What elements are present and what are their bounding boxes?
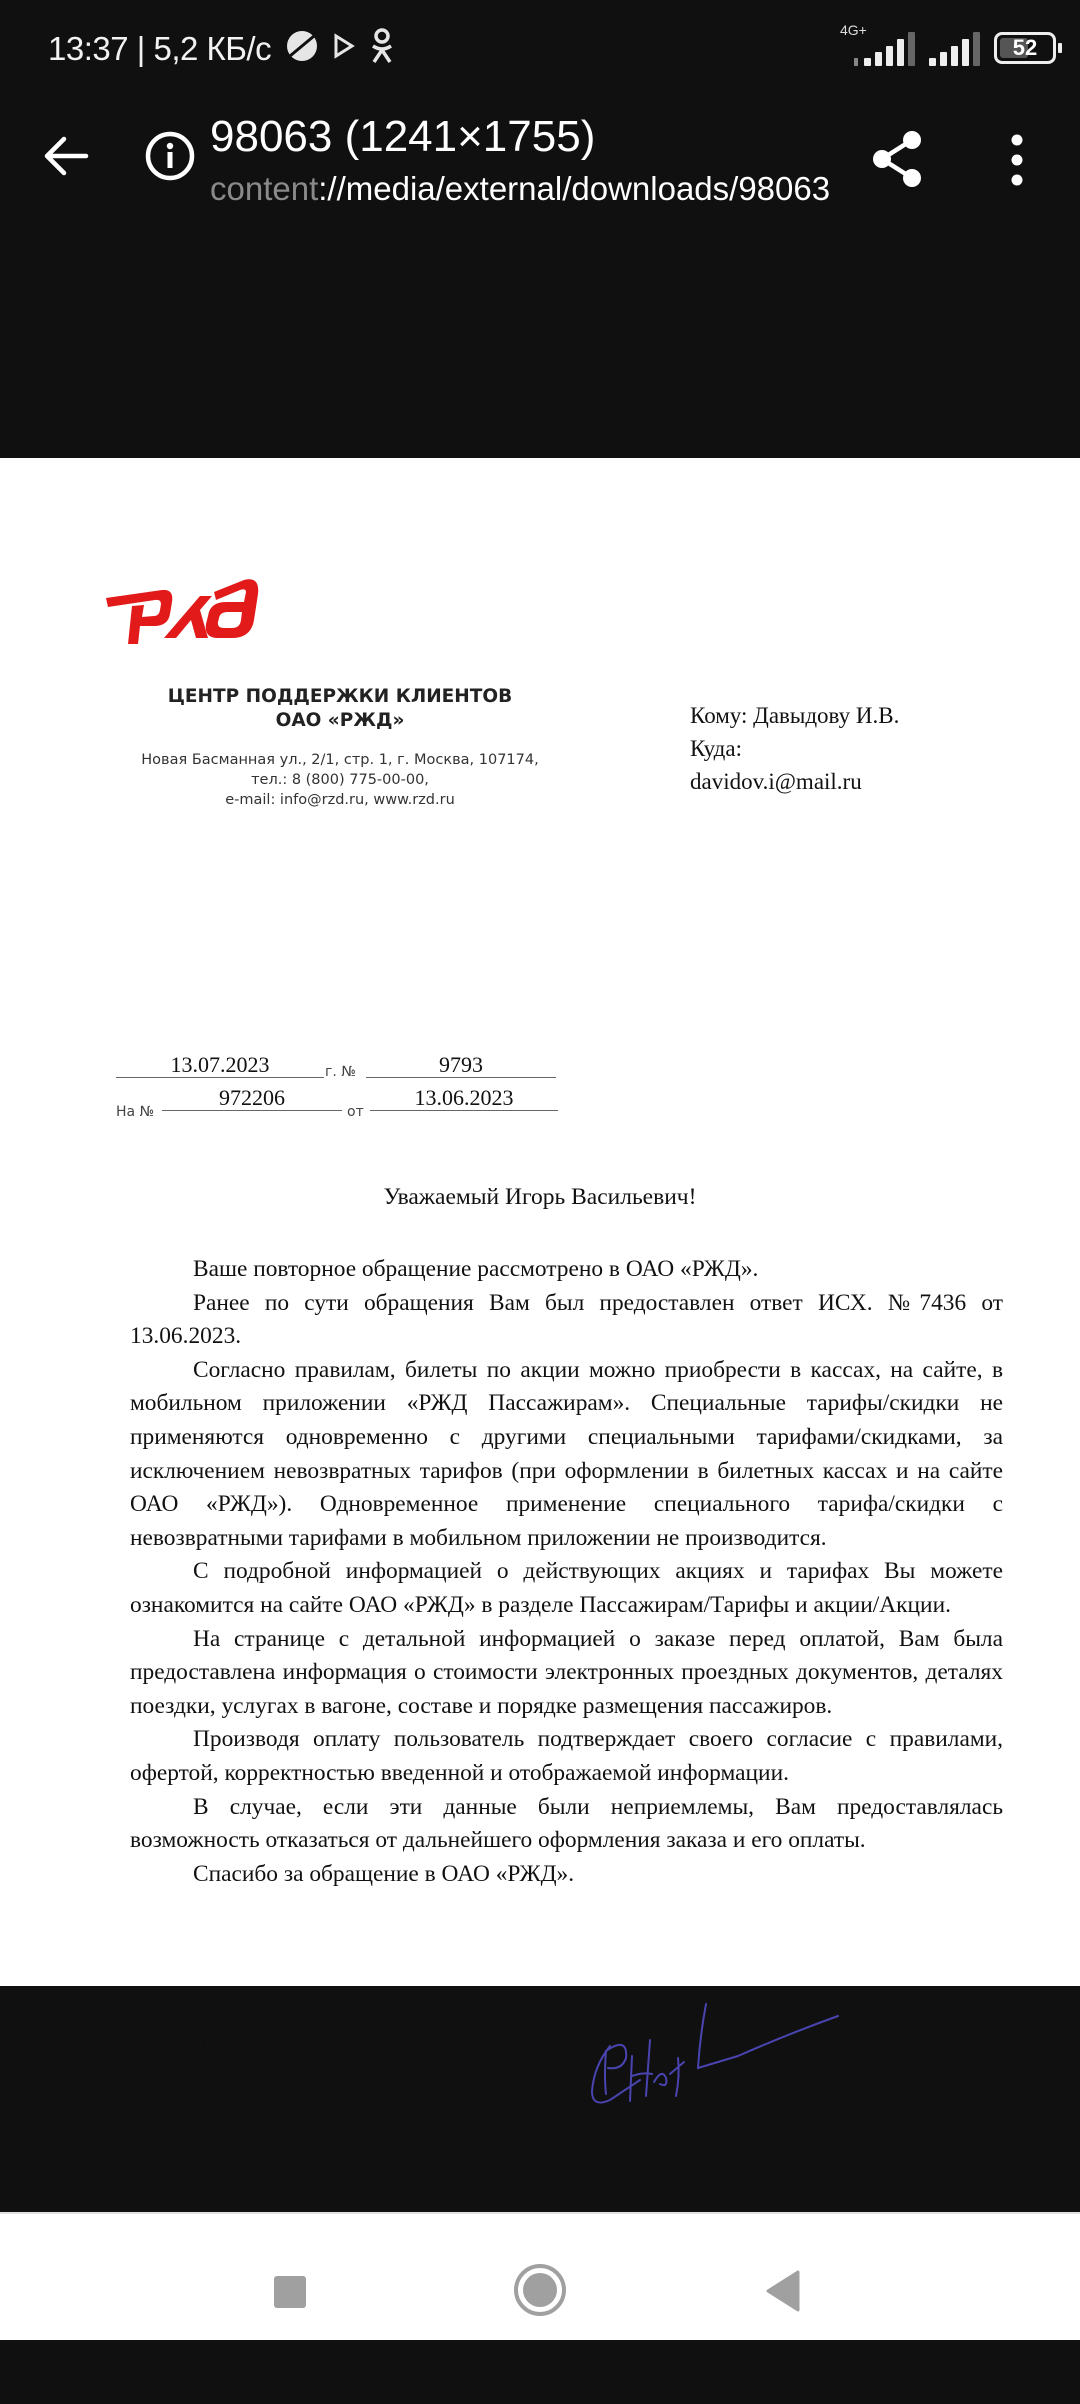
play-store-icon	[333, 34, 355, 63]
ref-number-label: На №	[116, 1104, 155, 1120]
rzd-logo	[104, 576, 260, 648]
ref-date: 13.06.2023	[370, 1086, 558, 1111]
signal-sim2-icon	[929, 30, 980, 66]
browser-globe-icon	[285, 29, 319, 68]
back-button[interactable]	[38, 128, 94, 184]
nav-back-button[interactable]	[764, 2270, 800, 2317]
recents-square-icon	[272, 2274, 308, 2310]
signer-position: Начальник отдела	[130, 1994, 309, 2020]
ref-number: 972206	[162, 1086, 342, 1111]
org-name	[110, 685, 570, 733]
addressee-to: Кому: Давыдову И.В.	[690, 703, 900, 728]
signer-slogan: Меняемся для Вас. www.rzd.ru	[130, 2061, 435, 2088]
paragraph: В случае, если эти данные были неприемлемы, Вам предоставлялась возможность отказаться от дальнейшего оформления заказа и его оплаты.	[130, 1793, 1003, 1854]
addressee	[690, 699, 899, 798]
outgoing-number-label: г. №	[325, 1064, 356, 1080]
paragraph: На странице с детальной информацией о заказе перед оплатой, Вам была предоставлена информация о стоимости электронных проездных документов, деталях поездки, услугах в вагоне, составе и порядке размещения пассажиров.	[130, 1625, 1003, 1719]
info-icon	[142, 128, 198, 184]
home-circle-icon	[512, 2262, 568, 2318]
org-address-line: Новая Басманная ул., 2/1, стр. 1, г. Москва, 107174,	[141, 752, 539, 768]
addressee-where: Куда:	[690, 736, 742, 761]
paragraph: Ваше повторное обращение рассмотрено в ОАО «РЖД».	[193, 1256, 759, 1282]
signal-sim1-icon	[840, 22, 915, 66]
more-options-button[interactable]	[1000, 130, 1034, 190]
org-name-line: ЦЕНТР ПОДДЕРЖКИ КЛИЕНТОВ	[167, 686, 513, 707]
uri-path: ://media/external/downloads/98063	[318, 170, 831, 207]
executor: Исп. Кузнецова Н.В.	[130, 2383, 284, 2403]
home-button[interactable]	[512, 2262, 568, 2323]
signature-block	[130, 1991, 543, 2092]
info-button[interactable]	[142, 128, 198, 184]
paragraph: Производя оплату пользователь подтверждает своего согласие с правилами, офертой, корректностью введенной и отображаемой информации.	[130, 1726, 1003, 1786]
app-bar	[0, 100, 1080, 230]
image-uri	[210, 170, 831, 208]
addressee-email: davidov.i@mail.ru	[690, 769, 862, 794]
paragraph: Ранее по сути обращения Вам был предоставлен ответ ИСХ. №7436 от 13.06.2023.	[130, 1289, 1003, 1350]
org-address	[110, 750, 570, 810]
org-address-line: тел.: 8 (800) 775-00-00,	[251, 772, 429, 788]
image-title: 98063 (1241×1755)	[210, 112, 596, 161]
paragraph: С подробной информацией о действующих акциях и тарифах Вы можете ознакомится на сайте ОАО «РЖД» в разделе Пассажирам/Тарифы и акции/Акции.	[130, 1558, 1003, 1618]
org-name-line: ОАО «РЖД»	[275, 710, 405, 731]
paragraph: Согласно правилам, билеты по акции можно приобрести в кассах, на сайте, в мобильном приложении «РЖД Пассажирам». Специальные тарифы/скидки не применяются одновременно с другими специальными тарифами/скидками, за исключением невозвратных тарифов (при оформлении в билетных кассах и на сайте ОАО «РЖД»). Одновременное применение специального тарифа/скидки с невозвратными тарифами в мобильном приложении не производится.	[130, 1356, 1003, 1551]
paragraph: Спасибо за обращение в ОАО «РЖД».	[193, 1860, 575, 1887]
recents-button[interactable]	[272, 2274, 308, 2315]
outgoing-number: 9793	[366, 1053, 556, 1078]
status-time-speed: 13:37 | 5,2 КБ/с	[48, 29, 272, 67]
uri-scheme: content	[210, 170, 319, 207]
share-icon	[868, 128, 928, 190]
network-type-label: 4G+	[840, 22, 867, 38]
ref-date-label: от	[347, 1104, 364, 1120]
org-address-line: e-mail: info@rzd.ru, www.rzd.ru	[225, 792, 455, 808]
letter-body	[130, 1253, 1003, 1891]
letter-page	[0, 458, 1080, 2403]
share-button[interactable]	[868, 128, 928, 190]
greeting: Уважаемый Игорь Васильевич!	[383, 1184, 697, 1210]
status-bar	[0, 0, 1080, 100]
odnoklassniki-icon	[369, 28, 395, 69]
image-viewer[interactable]	[0, 230, 1080, 2403]
battery-icon	[994, 32, 1056, 64]
handwritten-signature	[588, 1996, 848, 2116]
outgoing-date: 13.07.2023	[116, 1053, 324, 1078]
signer-department: Центр поддержки клиентов ОАО «РЖД».	[130, 2027, 543, 2054]
system-nav-bar	[0, 2212, 1080, 2340]
back-triangle-icon	[764, 2270, 800, 2312]
more-vertical-icon	[1000, 130, 1034, 190]
signer-name: Д.С. Назаров	[845, 1994, 976, 2020]
battery-level: 52	[1012, 35, 1038, 60]
arrow-left-icon	[38, 128, 94, 184]
